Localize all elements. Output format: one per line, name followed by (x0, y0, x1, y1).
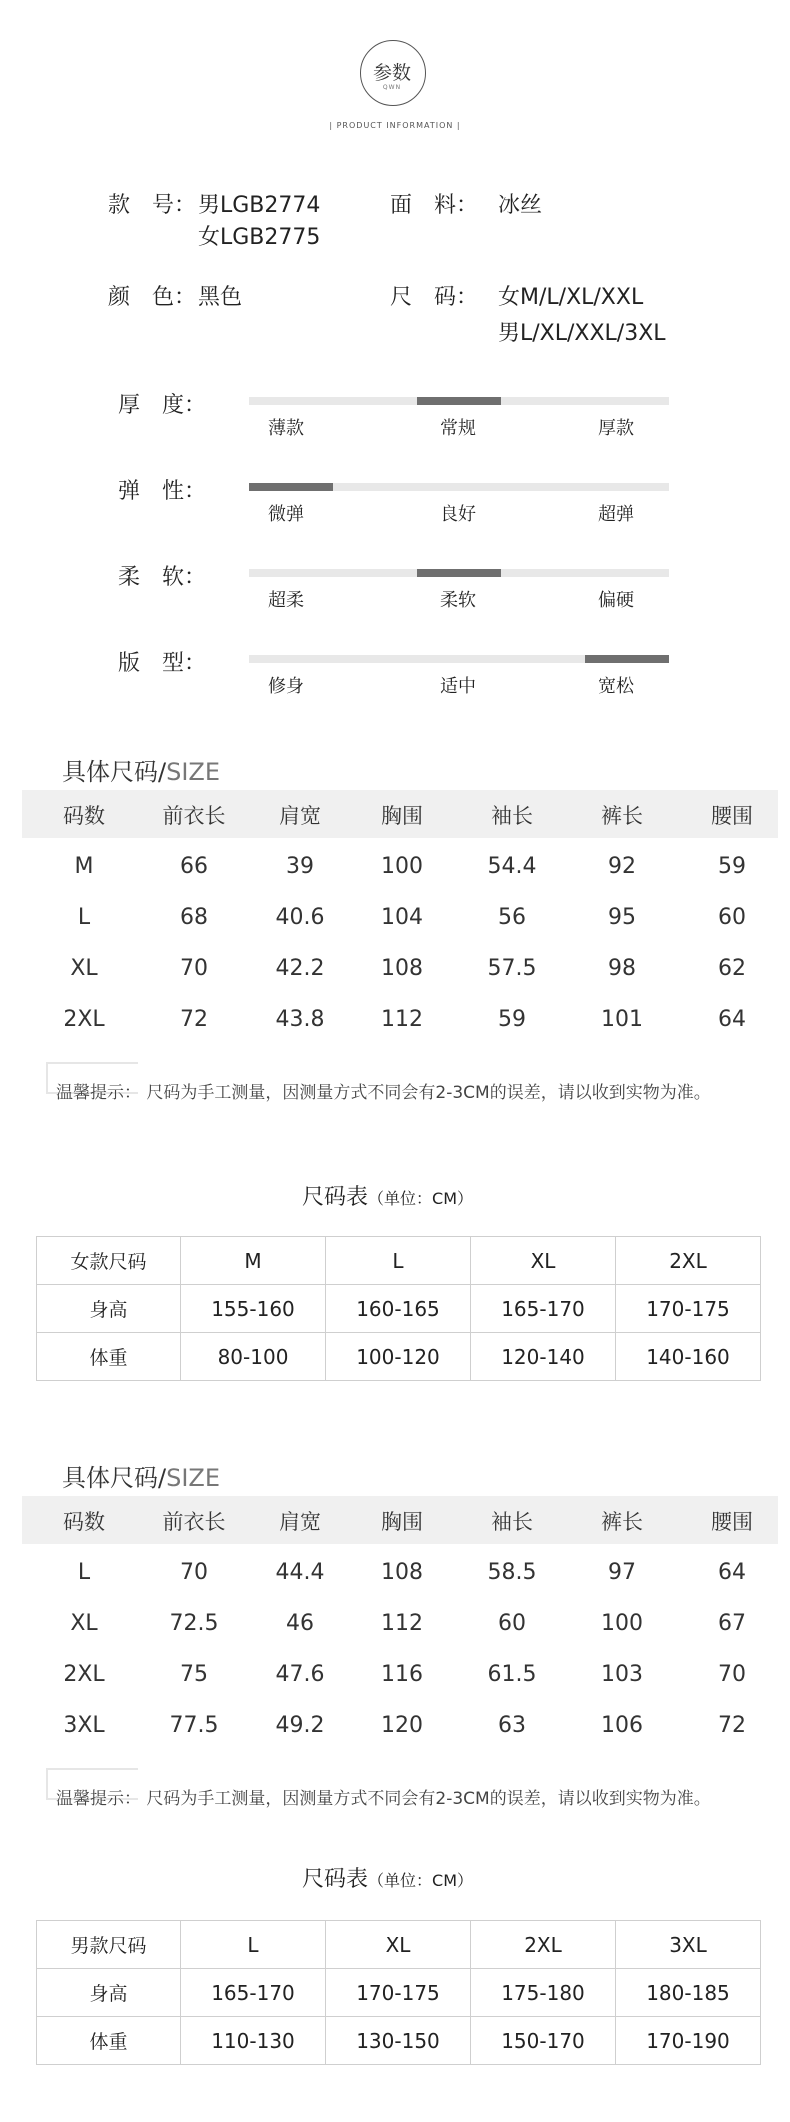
size-chart-row-label: 男款尺码 (37, 1921, 181, 1969)
size-chart-row (37, 1969, 761, 2017)
chart-title: 尺码表 (302, 1867, 369, 1892)
size-chart-row-label: 身高 (37, 1285, 181, 1333)
size-table-cell: 59 (498, 1007, 526, 1032)
size-chart-cell: M (181, 1237, 326, 1285)
size-table-cell: L (77, 905, 91, 930)
size-table-cell: 106 (601, 1713, 643, 1738)
size-table-header-cell: 前衣长 (162, 1510, 226, 1534)
size-table-cell: 61.5 (487, 1662, 537, 1687)
rating-fill (249, 483, 333, 491)
size-table-cell: 68 (180, 905, 208, 930)
rating-fill (417, 569, 501, 577)
size-chart-title-men (302, 1862, 473, 1893)
size-chart-cell: 120-140 (471, 1333, 616, 1381)
size-chart-cell: 2XL (616, 1237, 761, 1285)
rating-label: 版 型： (118, 651, 207, 676)
rating-tick-label: 宽松 (598, 676, 634, 697)
size-table-cell: 108 (381, 956, 423, 981)
size-table-cell: 100 (601, 1611, 643, 1636)
rating-tick-label: 偏硬 (598, 590, 634, 611)
size-title-en: SIZE (166, 1464, 221, 1492)
rating-tick-label: 修身 (268, 676, 304, 697)
size-table-header-cell: 码数 (63, 804, 105, 828)
size-chart-row-label: 身高 (37, 1969, 181, 2017)
rating-tick-label: 微弹 (268, 504, 304, 525)
size-chart-cell: XL (471, 1237, 616, 1285)
size-table-cell: 67 (718, 1611, 746, 1636)
fabric-value: 冰丝 (498, 193, 543, 218)
size-table-cell: 56 (498, 905, 526, 930)
size-chart-women (36, 1236, 761, 1381)
size-table-cell: 103 (601, 1662, 643, 1687)
rating-tick-label: 柔软 (440, 590, 476, 611)
size-chart-cell: 100-120 (326, 1333, 471, 1381)
rating-tick-label: 超柔 (268, 590, 304, 611)
size-table-cell: 70 (718, 1662, 746, 1687)
size-table-header-cell: 裤长 (601, 804, 643, 828)
size-table-cell: 62 (718, 956, 746, 981)
chart-unit: （单位：CM） (368, 1189, 473, 1208)
size-table-cell: 95 (608, 905, 636, 930)
size-chart-cell: 140-160 (616, 1333, 761, 1381)
chart-title: 尺码表 (302, 1185, 369, 1210)
size-table-cell: 72.5 (169, 1611, 219, 1636)
size-table-header-cell: 裤长 (601, 1510, 643, 1534)
size-chart-cell: 170-175 (616, 1285, 761, 1333)
size-women: 女M/L/XL/XXL (498, 285, 644, 310)
size-chart-cell: 180-185 (616, 1969, 761, 2017)
fabric-label: 面 料： (390, 193, 479, 218)
size-chart-cell: 150-170 (471, 2017, 616, 2065)
size-chart-row (37, 1333, 761, 1381)
size-table-cell: 66 (180, 854, 208, 879)
rating-fill (585, 655, 669, 663)
size-chart-row (37, 1921, 761, 1969)
size-table-cell: 72 (718, 1713, 746, 1738)
size-table-cell: 100 (381, 854, 423, 879)
size-chart-cell: 2XL (471, 1921, 616, 1969)
size-chart-cell: 165-170 (181, 1969, 326, 2017)
size-table-cell: 101 (601, 1007, 643, 1032)
product-information-caption: | PRODUCT INFORMATION | (329, 121, 461, 130)
size-chart-cell: 170-190 (616, 2017, 761, 2065)
rating-track (249, 483, 669, 491)
size-table-cell: 77.5 (169, 1713, 219, 1738)
size-table-cell: 60 (498, 1611, 526, 1636)
size-chart-row-label: 女款尺码 (37, 1237, 181, 1285)
size-table-cell: 47.6 (275, 1662, 325, 1687)
style-number-men: 男LGB2774 (198, 193, 321, 218)
size-table-cell: 54.4 (487, 854, 537, 879)
size-table-cell: XL (70, 1611, 98, 1636)
size-table-cell: 42.2 (275, 956, 325, 981)
size-chart-row (37, 1237, 761, 1285)
rating-label: 弹 性： (118, 479, 207, 504)
size-chart-row (37, 2017, 761, 2065)
size-table-header-cell: 腰围 (711, 1510, 753, 1534)
size-table-cell: 49.2 (275, 1713, 325, 1738)
size-chart-cell: 80-100 (181, 1333, 326, 1381)
size-chart-row-label: 体重 (37, 2017, 181, 2065)
size-chart-cell: 175-180 (471, 1969, 616, 2017)
size-chart-cell: L (181, 1921, 326, 1969)
size-table-header-cell: 腰围 (711, 804, 753, 828)
size-table-cell: 70 (180, 956, 208, 981)
size-table-header-cell: 胸围 (381, 1510, 423, 1534)
size-table-header-cell: 袖长 (491, 804, 533, 828)
size-table-cell: 112 (381, 1007, 423, 1032)
size-table-cell: 64 (718, 1007, 746, 1032)
rating-track (249, 397, 669, 405)
badge-subtitle: QWN (382, 84, 402, 91)
size-table-cell: 60 (718, 905, 746, 930)
style-number-label: 款 号： (108, 193, 197, 218)
size-section-title-women (62, 752, 220, 787)
size-chart-cell: 130-150 (326, 2017, 471, 2065)
size-chart-cell: 3XL (616, 1921, 761, 1969)
measurement-note-women: 温馨提示： 尺码为手工测量，因测量方式不同会有2-3CM的误差，请以收到实物为准。 (56, 1083, 711, 1103)
size-title-cn: 具体尺码/ (62, 758, 167, 786)
rating-tick-label: 超弹 (598, 504, 634, 525)
size-chart-men (36, 1920, 761, 2065)
size-table-cell: 97 (608, 1560, 636, 1585)
size-table-cell: 92 (608, 854, 636, 879)
size-table-cell: 59 (718, 854, 746, 879)
size-table-cell: 108 (381, 1560, 423, 1585)
rating-label: 柔 软： (118, 565, 207, 590)
rating-tick-label: 良好 (440, 504, 476, 525)
size-chart-row-label: 体重 (37, 1333, 181, 1381)
size-table-header-cell: 前衣长 (162, 804, 226, 828)
size-label: 尺 码： (390, 285, 479, 310)
size-chart-cell: 160-165 (326, 1285, 471, 1333)
badge-title: 参数 (372, 62, 411, 84)
rating-track (249, 655, 669, 663)
size-table-cell: 46 (286, 1611, 314, 1636)
color-value: 黑色 (198, 285, 243, 310)
size-table-cell: 72 (180, 1007, 208, 1032)
size-table-cell: 44.4 (275, 1560, 325, 1585)
size-table-cell: 40.6 (275, 905, 325, 930)
size-table-cell: 3XL (63, 1713, 105, 1738)
size-chart-row (37, 1285, 761, 1333)
size-table-cell: XL (70, 956, 98, 981)
size-table-cell: 70 (180, 1560, 208, 1585)
style-number-women: 女LGB2775 (198, 225, 321, 250)
size-title-en: SIZE (166, 758, 221, 786)
size-table-cell: 98 (608, 956, 636, 981)
size-table-cell: 2XL (63, 1662, 105, 1687)
size-table-cell: 58.5 (487, 1560, 537, 1585)
rating-label: 厚 度： (118, 393, 207, 418)
size-table-cell: 120 (381, 1713, 423, 1738)
size-table-cell: 75 (180, 1662, 208, 1687)
chart-unit: （单位：CM） (368, 1871, 473, 1890)
rating-track (249, 569, 669, 577)
measurement-note-men: 温馨提示： 尺码为手工测量，因测量方式不同会有2-3CM的误差，请以收到实物为准。 (56, 1789, 711, 1809)
size-table-cell: 43.8 (275, 1007, 325, 1032)
size-table-header-cell: 袖长 (491, 1510, 533, 1534)
size-table-cell: M (74, 854, 94, 879)
rating-tick-label: 适中 (440, 676, 476, 697)
size-table-header-cell: 肩宽 (279, 804, 321, 828)
size-chart-cell: 170-175 (326, 1969, 471, 2017)
size-chart-cell: 165-170 (471, 1285, 616, 1333)
size-table-header-cell: 肩宽 (279, 1510, 321, 1534)
size-table-cell: 2XL (63, 1007, 105, 1032)
size-table-cell: 64 (718, 1560, 746, 1585)
size-chart-cell: L (326, 1237, 471, 1285)
size-chart-cell: 155-160 (181, 1285, 326, 1333)
size-section-title-men (62, 1458, 220, 1493)
size-men: 男L/XL/XXL/3XL (498, 321, 666, 346)
size-table-cell: 112 (381, 1611, 423, 1636)
size-table-header-cell: 码数 (63, 1510, 105, 1534)
size-table-cell: 104 (381, 905, 423, 930)
size-table-cell: 57.5 (487, 956, 537, 981)
size-table-cell: 39 (286, 854, 314, 879)
rating-tick-label: 常规 (440, 418, 476, 439)
size-table-cell: 63 (498, 1713, 526, 1738)
rating-tick-label: 厚款 (598, 418, 634, 439)
size-chart-cell: XL (326, 1921, 471, 1969)
size-chart-title-women (302, 1180, 473, 1211)
size-table-cell: L (77, 1560, 91, 1585)
size-table-cell: 116 (381, 1662, 423, 1687)
size-chart-cell: 110-130 (181, 2017, 326, 2065)
rating-tick-label: 薄款 (268, 418, 304, 439)
size-table-header-cell: 胸围 (381, 804, 423, 828)
rating-fill (417, 397, 501, 405)
color-label: 颜 色： (108, 285, 197, 310)
size-title-cn: 具体尺码/ (62, 1464, 167, 1492)
